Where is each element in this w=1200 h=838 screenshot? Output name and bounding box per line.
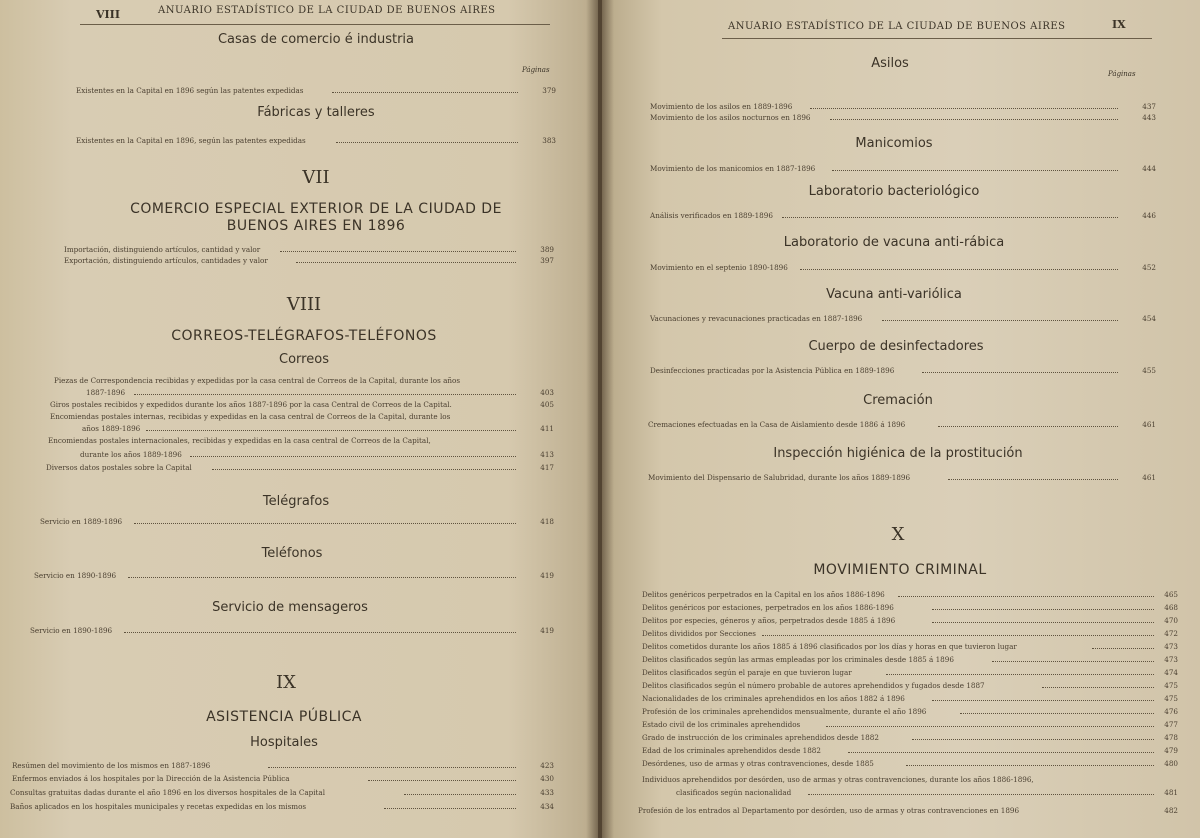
entry-text: Diversos datos postales sobre la Capital — [46, 463, 192, 472]
leader-dots — [882, 320, 1118, 321]
section-title: Teléfonos — [261, 546, 323, 561]
entry-text: Desórdenes, uso de armas y otras contravenciones, desde 1885 — [642, 759, 874, 768]
section-title: Vacuna anti-variólica — [826, 287, 962, 302]
leader-dots — [146, 430, 516, 431]
toc-entry[interactable] — [676, 788, 1178, 797]
entry-page: 476 — [1164, 707, 1178, 716]
entry-page: 480 — [1164, 759, 1178, 768]
entry-text: Baños aplicados en los hospitales municipales y recetas expedidas en los mismos — [10, 802, 307, 811]
chapter-title: COMERCIO ESPECIAL EXTERIOR DE LA CIUDAD DE — [130, 201, 502, 217]
entry-page: 461 — [1142, 473, 1156, 482]
toc-entry[interactable] — [34, 571, 554, 580]
entry-text: clasificados según nacionalidad — [676, 788, 792, 797]
leader-dots — [190, 456, 516, 457]
entry-page: 417 — [540, 463, 554, 472]
leader-dots — [932, 622, 1154, 623]
toc-entry[interactable] — [10, 788, 554, 797]
paginas-label: Páginas — [1108, 70, 1136, 78]
toc-entry[interactable] — [642, 759, 1178, 768]
paginas-label: Páginas — [522, 66, 550, 74]
entry-page: 481 — [1164, 788, 1178, 797]
entry-page: 430 — [540, 774, 554, 783]
entry-page: 389 — [540, 245, 554, 254]
leader-dots — [938, 426, 1118, 427]
entry-page: 383 — [542, 136, 556, 145]
toc-entry[interactable] — [82, 424, 554, 433]
left-page — [0, 0, 598, 838]
toc-entry[interactable] — [650, 263, 1156, 272]
toc-entry[interactable] — [50, 412, 554, 421]
entry-page: 452 — [1142, 263, 1156, 272]
entry-text: Nacionalidades de los criminales aprehendidos en los años 1882 á 1896 — [642, 694, 905, 703]
section-title: Asilos — [871, 56, 909, 71]
leader-dots — [992, 661, 1154, 662]
entry-text: años 1889-1896 — [82, 424, 141, 433]
entry-text: Enfermos enviados á los hospitales por la Dirección de la Asistencia Pública — [12, 774, 290, 783]
toc-entry[interactable] — [642, 746, 1178, 755]
toc-entry[interactable] — [642, 616, 1178, 625]
section-title: Cremación — [863, 393, 933, 408]
leader-dots — [336, 142, 518, 143]
entry-text: Delitos clasificados según el número probable de autores aprehendidos y fugados desde 1887 — [642, 681, 985, 690]
toc-entry[interactable] — [10, 802, 554, 811]
entry-text: durante los años 1889-1896 — [80, 450, 182, 459]
entry-page: 418 — [540, 517, 554, 526]
leader-dots — [832, 170, 1118, 171]
toc-entry[interactable] — [64, 256, 554, 265]
entry-text: Grado de instrucción de los criminales aprehendidos desde 1882 — [642, 733, 879, 742]
leader-dots — [296, 262, 516, 263]
leader-dots — [898, 596, 1154, 597]
toc-entry[interactable] — [48, 436, 554, 445]
entry-text: Cremaciones efectuadas en la Casa de Aislamiento desde 1886 á 1896 — [648, 420, 906, 429]
entry-text: Delitos genéricos por estaciones, perpetrados en los años 1886-1896 — [642, 603, 894, 612]
entry-page: 419 — [540, 626, 554, 635]
leader-dots — [384, 808, 516, 809]
toc-entry[interactable] — [46, 463, 554, 472]
entry-text: Individuos aprehendidos por desórden, uso de armas y otras contravenciones, durante los años 1886-1896, — [642, 775, 1034, 784]
leader-dots — [332, 92, 518, 93]
entry-page: 444 — [1142, 164, 1156, 173]
toc-entry[interactable] — [642, 668, 1178, 677]
entry-text: Movimiento de los asilos nocturnos en 1896 — [650, 113, 811, 122]
chapter-number: IX — [276, 672, 296, 693]
entry-text: Delitos divididos por Secciones — [642, 629, 756, 638]
entry-text: Vacunaciones y revacunaciones practicadas en 1887-1896 — [650, 314, 863, 323]
toc-entry[interactable] — [650, 211, 1156, 220]
leader-dots — [404, 794, 516, 795]
leader-dots — [808, 794, 1154, 795]
entry-text: Giros postales recibidos y expedidos durante los años 1887-1896 por la casa Central de Correos de la Capital. — [50, 400, 452, 409]
header-rule — [80, 24, 550, 25]
entry-page: 461 — [1142, 420, 1156, 429]
entry-text: Encomiendas postales internas, recibidas y expedidas en la casa central de Correos de la Capital, durante los — [50, 412, 451, 421]
entry-page: 470 — [1164, 616, 1178, 625]
entry-text: Exportación, distinguiendo artículos, cantidades y valor — [64, 256, 268, 265]
entry-text: Existentes en la Capital en 1896 según las patentes expedidas — [76, 86, 304, 95]
entry-text: Delitos clasificados según las armas empleadas por los criminales desde 1885 á 1896 — [642, 655, 954, 664]
leader-dots — [268, 767, 516, 768]
entry-page: 446 — [1142, 211, 1156, 220]
running-head: ANUARIO ESTADÍSTICO DE LA CIUDAD DE BUENOS AIRES — [158, 5, 496, 16]
toc-entry[interactable] — [648, 420, 1156, 429]
toc-entry[interactable] — [650, 113, 1156, 122]
leader-dots — [124, 632, 516, 633]
chapter-title: CORREOS-TELÉGRAFOS-TELÉFONOS — [171, 328, 437, 344]
entry-page: 478 — [1164, 733, 1178, 742]
toc-entry[interactable] — [86, 388, 554, 397]
leader-dots — [826, 726, 1154, 727]
entry-page: 475 — [1164, 681, 1178, 690]
toc-entry[interactable] — [650, 366, 1156, 375]
toc-entry[interactable] — [642, 642, 1178, 651]
book-gutter — [586, 0, 614, 838]
chapter-title: MOVIMIENTO CRIMINAL — [813, 562, 987, 578]
leader-dots — [1042, 687, 1154, 688]
entry-text: Piezas de Correspondencia recibidas y expedidas por la casa central de Correos de la Capital, durante los años — [54, 376, 461, 385]
entry-text: Análisis verificados en 1889-1896 — [650, 211, 773, 220]
running-head: ANUARIO ESTADÍSTICO DE LA CIUDAD DE BUENOS AIRES — [728, 21, 1066, 32]
chapter-title: BUENOS AIRES EN 1896 — [226, 218, 406, 234]
entry-page: 465 — [1164, 590, 1178, 599]
entry-page: 423 — [540, 761, 554, 770]
entry-page: 468 — [1164, 603, 1178, 612]
leader-dots — [368, 780, 516, 781]
entry-text: Estado civil de los criminales aprehendidos — [642, 720, 801, 729]
entry-page: 405 — [540, 400, 554, 409]
entry-page: 455 — [1142, 366, 1156, 375]
entry-page: 437 — [1142, 102, 1156, 111]
entry-text: Servicio en 1890-1896 — [30, 626, 113, 635]
entry-text: Existentes en la Capital en 1896, según las patentes expedidas — [76, 136, 306, 145]
section-title: Correos — [279, 352, 329, 367]
section-title: Casas de comercio é industria — [217, 32, 414, 47]
section-title: Fábricas y talleres — [257, 105, 375, 120]
chapter-number: VIII — [286, 294, 322, 315]
toc-entry[interactable] — [80, 450, 554, 459]
leader-dots — [212, 469, 516, 470]
toc-entry[interactable] — [76, 86, 556, 95]
entry-text: Consultas gratuitas dadas durante el año 1896 en los diversos hospitales de la Capital — [10, 788, 326, 797]
toc-entry[interactable] — [64, 245, 554, 254]
leader-dots — [782, 217, 1118, 218]
right-page — [602, 0, 1200, 838]
leader-dots — [948, 479, 1118, 480]
toc-entry[interactable] — [30, 626, 554, 635]
section-title: Cuerpo de desinfectadores — [808, 339, 984, 354]
leader-dots — [134, 394, 516, 395]
entry-text: Encomiendas postales internacionales, recibidas y expedidas en la casa central de Correos de la Capital, — [48, 436, 431, 445]
toc-entry[interactable] — [642, 590, 1178, 599]
entry-text: Edad de los criminales aprehendidos desde 1882 — [642, 746, 821, 755]
leader-dots — [960, 713, 1154, 714]
entry-text: Delitos cometidos durante los años 1885 á 1896 clasificados por los días y horas en que tuvieron lugar — [642, 642, 1017, 651]
entry-page: 473 — [1164, 642, 1178, 651]
entry-text: Movimiento de los asilos en 1889-1896 — [650, 102, 793, 111]
toc-entry[interactable] — [650, 164, 1156, 173]
toc-entry[interactable] — [642, 733, 1178, 742]
leader-dots — [280, 251, 516, 252]
entry-text: Delitos por especies, géneros y años, perpetrados desde 1885 á 1896 — [642, 616, 896, 625]
leader-dots — [800, 269, 1118, 270]
leader-dots — [886, 674, 1154, 675]
entry-text: Servicio en 1889-1896 — [40, 517, 123, 526]
header-rule — [722, 38, 1152, 39]
page-number: IX — [1112, 18, 1126, 31]
section-title: Telégrafos — [262, 494, 330, 509]
entry-page: 433 — [540, 788, 554, 797]
leader-dots — [830, 119, 1118, 120]
entry-text: Importación, distinguiendo artículos, cantidad y valor — [64, 245, 261, 254]
entry-text: Resúmen del movimiento de los mismos en 1887-1896 — [12, 761, 211, 770]
toc-entry[interactable] — [642, 694, 1178, 703]
entry-text: Delitos genéricos perpetrados en la Capital en los años 1886-1896 — [642, 590, 885, 599]
toc-entry[interactable] — [76, 136, 556, 145]
entry-text: Delitos clasificados según el paraje en que tuvieron lugar — [642, 668, 852, 677]
chapter-number: VII — [302, 167, 330, 188]
entry-page: 474 — [1164, 668, 1178, 677]
toc-entry[interactable] — [648, 473, 1156, 482]
leader-dots — [1092, 648, 1154, 649]
chapter-number: X — [891, 524, 905, 545]
entry-text: Profesión de los criminales aprehendidos mensualmente, durante el año 1896 — [642, 707, 927, 716]
entry-text: Movimiento del Dispensario de Salubridad, durante los años 1889-1896 — [648, 473, 911, 482]
entry-text: 1887-1896 — [86, 388, 126, 397]
entry-page: 434 — [540, 802, 554, 811]
page-number: VIII — [96, 8, 120, 21]
leader-dots — [848, 752, 1154, 753]
toc-entry[interactable] — [642, 655, 1178, 664]
toc-entry[interactable] — [12, 761, 554, 770]
toc-entry[interactable] — [50, 400, 554, 409]
entry-page: 479 — [1164, 746, 1178, 755]
toc-entry[interactable] — [642, 681, 1178, 690]
leader-dots — [922, 372, 1118, 373]
leader-dots — [134, 523, 516, 524]
toc-entry[interactable] — [54, 376, 554, 385]
entry-page: 443 — [1142, 113, 1156, 122]
toc-entry[interactable] — [638, 806, 1178, 815]
section-title: Hospitales — [250, 735, 318, 750]
toc-entry[interactable] — [642, 707, 1178, 716]
entry-text: Profesión de los entrados al Departamento por desórden, uso de armas y otras contravenciones en 1896 — [638, 806, 1020, 815]
entry-text: Movimiento en el septenio 1890-1896 — [650, 263, 788, 272]
entry-page: 473 — [1164, 655, 1178, 664]
entry-page: 397 — [540, 256, 554, 265]
leader-dots — [932, 609, 1154, 610]
section-title: Laboratorio de vacuna anti-rábica — [783, 235, 1005, 250]
entry-text: Movimiento de los manicomios en 1887-1896 — [650, 164, 816, 173]
section-title: Manicomios — [855, 136, 933, 151]
chapter-title: ASISTENCIA PÚBLICA — [206, 709, 362, 725]
entry-page: 411 — [540, 424, 554, 433]
toc-entry[interactable] — [642, 603, 1178, 612]
leader-dots — [912, 739, 1154, 740]
entry-page: 472 — [1164, 629, 1178, 638]
toc-entry[interactable] — [650, 314, 1156, 323]
section-title: Inspección higiénica de la prostitución — [773, 446, 1023, 461]
entry-page: 419 — [540, 571, 554, 580]
section-title: Servicio de mensageros — [212, 600, 368, 615]
toc-entry[interactable] — [650, 102, 1156, 111]
entry-text: Servicio en 1890-1896 — [34, 571, 117, 580]
leader-dots — [932, 700, 1154, 701]
entry-page: 454 — [1142, 314, 1156, 323]
leader-dots — [128, 577, 516, 578]
toc-entry[interactable] — [642, 629, 1178, 638]
toc-entry[interactable] — [40, 517, 554, 526]
leader-dots — [906, 765, 1154, 766]
entry-page: 477 — [1164, 720, 1178, 729]
section-title: Laboratorio bacteriológico — [808, 184, 980, 199]
leader-dots — [762, 635, 1154, 636]
entry-page: 475 — [1164, 694, 1178, 703]
entry-page: 413 — [540, 450, 554, 459]
toc-entry[interactable] — [642, 775, 1178, 784]
leader-dots — [810, 108, 1118, 109]
entry-text: Desinfecciones practicadas por la Asistencia Pública en 1889-1896 — [650, 366, 895, 375]
toc-entry[interactable] — [12, 774, 554, 783]
toc-entry[interactable] — [642, 720, 1178, 729]
entry-page: 403 — [540, 388, 554, 397]
entry-page: 482 — [1164, 806, 1178, 815]
entry-page: 379 — [542, 86, 556, 95]
